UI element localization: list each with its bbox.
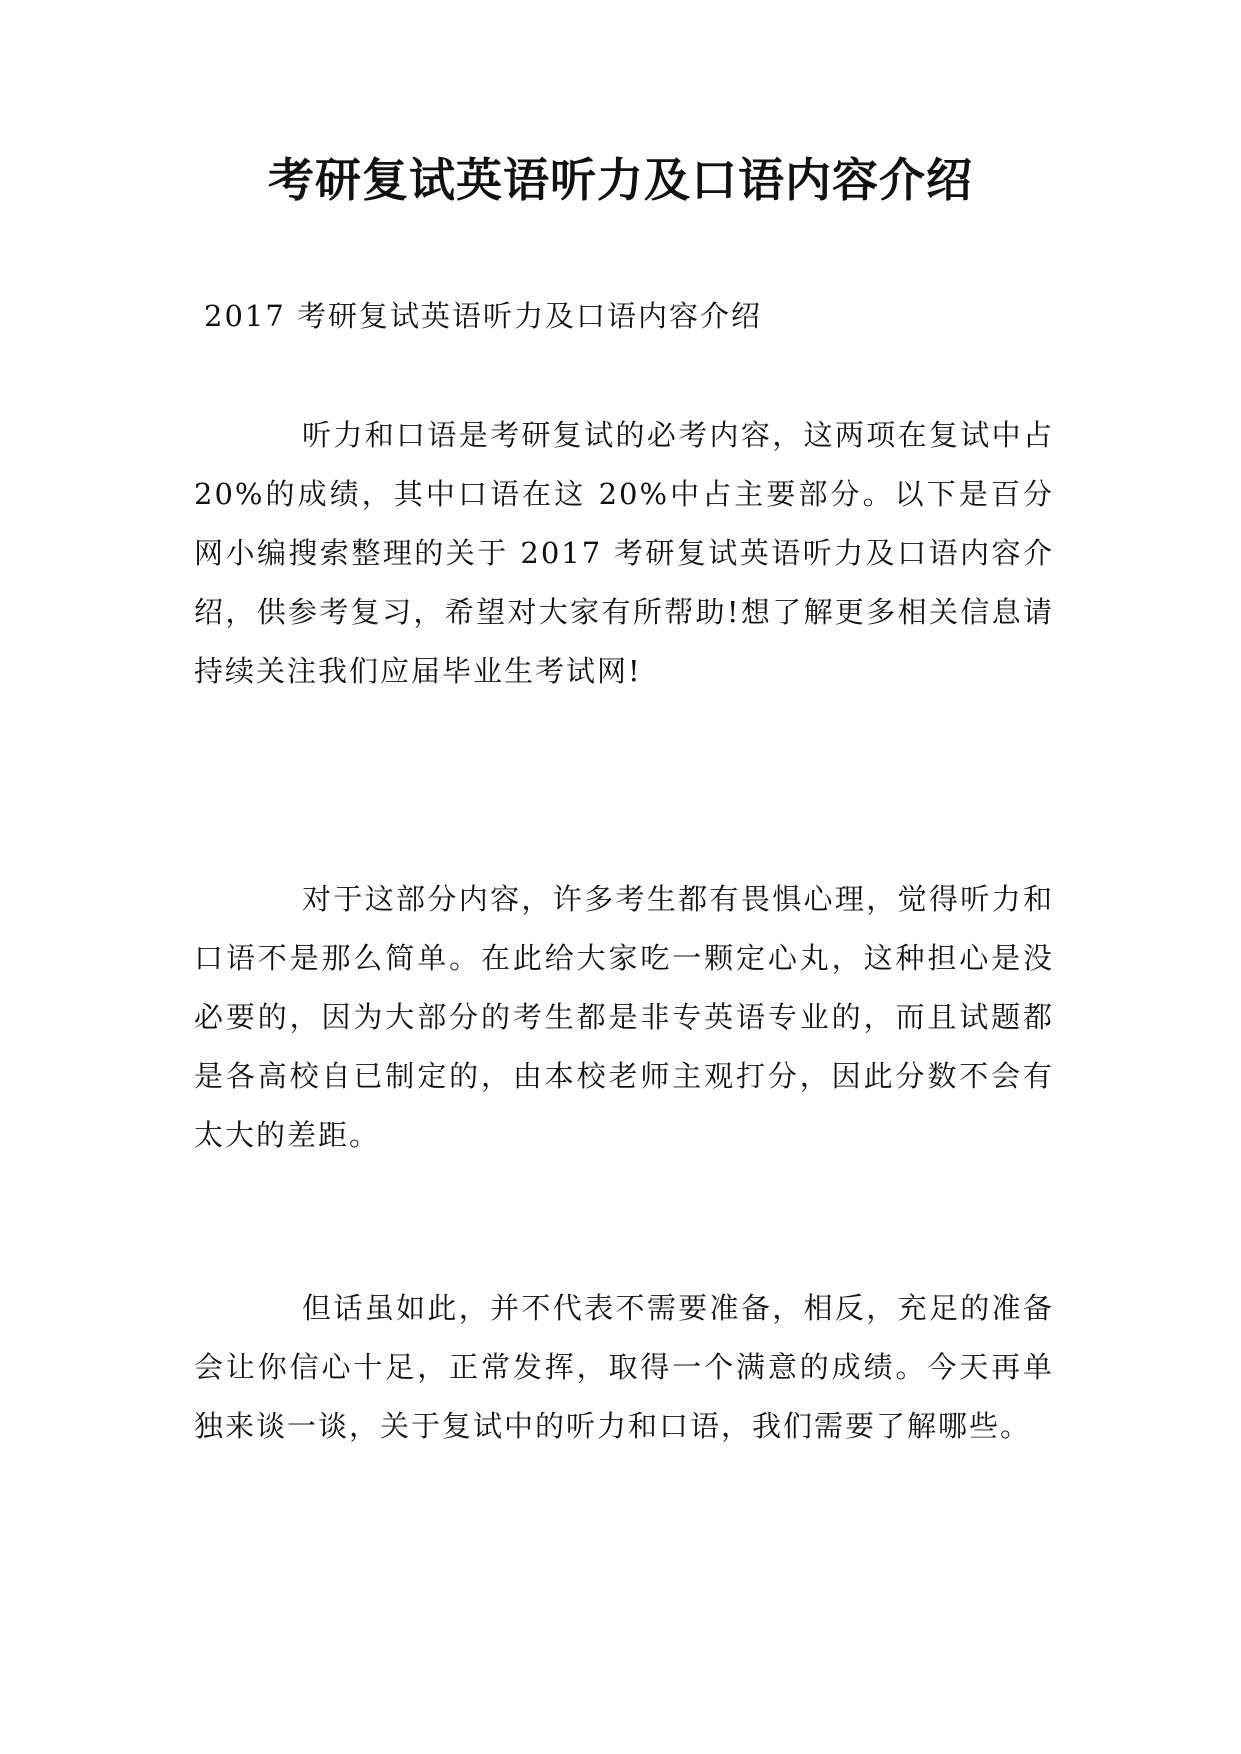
paragraph-reassurance: 对于这部分内容，许多考生都有畏惧心理，觉得听力和口语不是那么简单。在此给大家吃一颗定心丸，这种担心是没必要的，因为大部分的考生都是非专英语专业的，而且试题都是各高校自已制定的，由本校老师主观打分，因此分数不会有太大的差距。 <box>194 882 1054 1152</box>
document-title: 考研复试英语听力及口语内容介绍 <box>268 153 973 207</box>
paragraph-preparation: 但话虽如此，并不代表不需要准备，相反，充足的准备会让你信心十足，正常发挥，取得一个满意的成绩。今天再单独来谈一谈，关于复试中的听力和口语，我们需要了解哪些。 <box>194 1291 1054 1443</box>
paragraph-intro: 听力和口语是考研复试的必考内容，这两项在复试中占 20%的成绩，其中口语在这 20%中占主要部分。以下是百分网小编搜索整理的关于 2017 考研复试英语听力及口语内容介绍，供参考复习，希望对大家有所帮助!想了解更多相关信息请持续关注我们应届毕业生考试网! <box>194 418 1054 688</box>
document-subtitle: 2017 考研复试英语听力及口语内容介绍 <box>204 299 763 333</box>
